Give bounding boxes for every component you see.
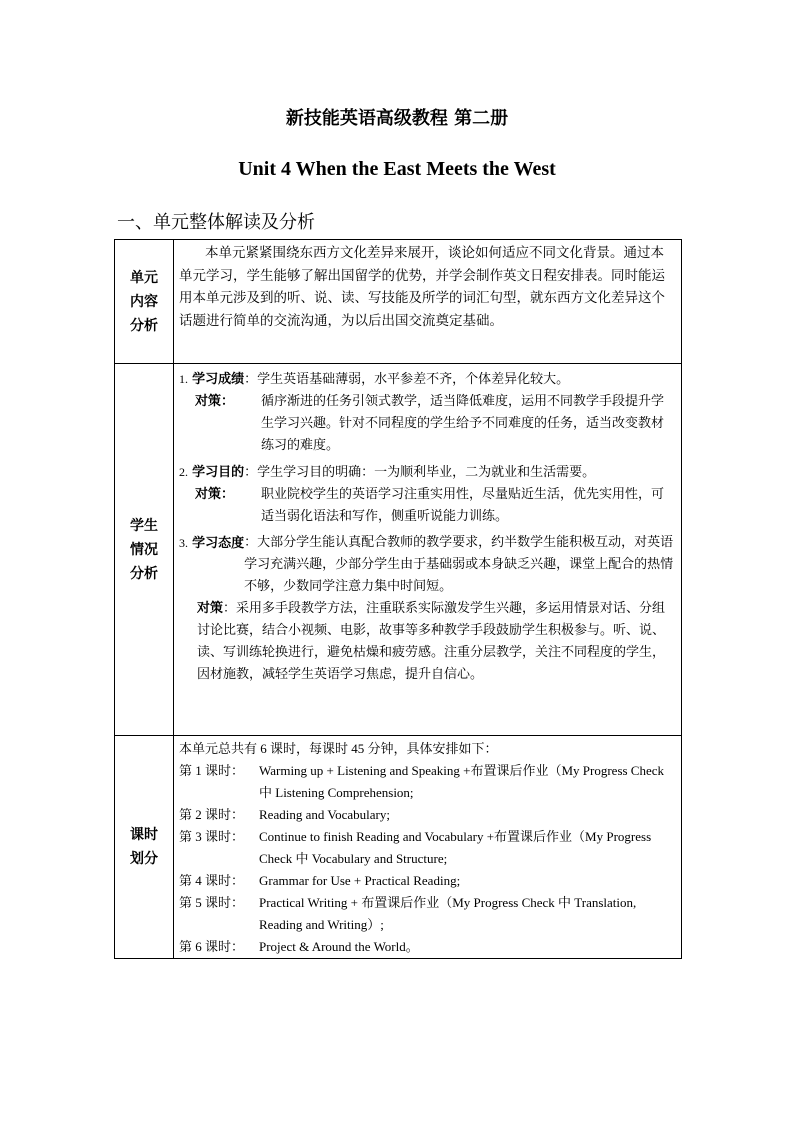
lesson-text: Reading and Vocabulary; — [259, 807, 390, 822]
item-text: ：大部分学生能认真配合教师的教学要求，约半数学生能积极互动，对英语学习充满兴趣，少部分学生由于基础弱或本身缺乏兴趣，课堂上配合的热情不够，少数同学注意力集中时间短。 — [244, 535, 674, 594]
strategy-label: 对策： — [195, 487, 235, 502]
lesson-label: 第 6 课时： — [179, 939, 245, 954]
item-number: 2. — [179, 465, 188, 479]
lesson-item — [179, 826, 676, 870]
item-number: 1. — [179, 372, 188, 386]
strategy-block — [195, 484, 676, 528]
lesson-item — [179, 760, 676, 804]
strategy-label: 对策： — [195, 394, 235, 409]
lesson-text: Grammar for Use + Practical Reading; — [259, 873, 461, 888]
lesson-label: 第 5 课时： — [179, 895, 245, 910]
label-line: 课时 — [130, 827, 158, 843]
lesson-text: Project & Around the World。 — [259, 939, 419, 954]
strategy-text: ：采用多手段教学方法，注重联系实际激发学生兴趣，多运用情景对话、分组讨论比赛，结合小视频、电影，故事等多种教学手段鼓励学生积极参与。听、说、读、写训练轮换进行，避免枯燥和疲劳感。注重分层教学，关注不同程度的学生，因材施教，减轻学生英语学习焦虑，提升自信心。 — [197, 601, 666, 682]
lesson-label: 第 4 课时： — [179, 873, 245, 888]
list-item — [179, 368, 676, 391]
item-text: ：学生学习目的明确：一为顺利毕业，二为就业和生活需要。 — [244, 465, 596, 480]
item-heading: 学习成绩 — [192, 372, 245, 387]
lesson-text: Practical Writing + 布置课后作业（My Progress Check 中 Translation, Reading and Writing）; — [259, 895, 637, 932]
item-heading: 学习目的 — [192, 465, 245, 480]
label-line: 情况 — [130, 541, 158, 558]
strategy-label: 对策 — [197, 601, 224, 616]
item-number: 3. — [179, 536, 188, 550]
table-row-student-analysis — [115, 364, 682, 736]
label-line: 学生 — [130, 517, 158, 534]
lesson-label: 第 1 课时： — [179, 763, 245, 778]
lesson-label: 第 3 课时： — [179, 829, 245, 844]
item-heading: 学习态度 — [192, 536, 245, 551]
lesson-plan-cell — [174, 736, 682, 959]
unit-analysis-cell — [174, 240, 682, 364]
book-title: 新技能英语高级教程 第二册 — [285, 108, 509, 129]
unit-title: Unit 4 When the East Meets the West — [238, 158, 556, 180]
list-item — [179, 532, 676, 598]
label-line: 划分 — [130, 851, 158, 867]
label-line: 内容 — [130, 293, 158, 310]
lesson-item — [179, 870, 676, 892]
student-analysis-cell — [174, 364, 682, 736]
row-label-student-analysis — [115, 364, 174, 736]
strategy-text: 循序渐进的任务引领式教学，适当降低难度，运用不同教学手段提升学生学习兴趣。针对不同程度的学生给予不同难度的任务，适当改变教材练习的难度。 — [261, 394, 665, 453]
section-heading: 一、单元整体解读及分析 — [117, 212, 315, 233]
lesson-text: Continue to finish Reading and Vocabulary +布置课后作业（My Progress Check 中 Vocabulary and Structure; — [259, 829, 652, 866]
row-label-unit-analysis — [115, 240, 174, 364]
row-label-lesson-plan — [115, 736, 174, 959]
label-line: 单元 — [130, 269, 158, 286]
lesson-item — [179, 892, 676, 936]
unit-analysis-text: 本单元紧紧围绕东西方文化差异来展开，谈论如何适应不同文化背景。通过本单元学习，学生能够了解出国留学的优势，并学会制作英文日程安排表。同时能运用本单元涉及到的听、说、读、写技能及所学的词汇句型，就东西方文化差异这个话题进行简单的交流沟通，为以后出国交流奠定基础。 — [179, 245, 665, 329]
lesson-plan-intro: 本单元总共有 6 课时，每课时 45 分钟，具体安排如下： — [179, 741, 498, 756]
lesson-item — [179, 936, 676, 958]
strategy-block-final — [197, 598, 676, 686]
list-item — [179, 461, 676, 484]
label-line: 分析 — [130, 317, 158, 334]
analysis-table — [114, 239, 682, 959]
table-row-lesson-plan — [115, 736, 682, 959]
table-row-unit-analysis — [115, 240, 682, 364]
lesson-label: 第 2 课时： — [179, 807, 245, 822]
lesson-text: Warming up + Listening and Speaking +布置课后作业（My Progress Check 中 Listening Comprehension; — [259, 763, 665, 800]
lesson-item — [179, 804, 676, 826]
strategy-block — [195, 391, 676, 457]
label-line: 分析 — [130, 565, 158, 582]
strategy-text: 职业院校学生的英语学习注重实用性，尽量贴近生活，优先实用性，可适当弱化语法和写作，侧重听说能力训练。 — [261, 487, 665, 524]
item-text: ：学生英语基础薄弱，水平参差不齐，个体差异化较大。 — [244, 372, 570, 387]
